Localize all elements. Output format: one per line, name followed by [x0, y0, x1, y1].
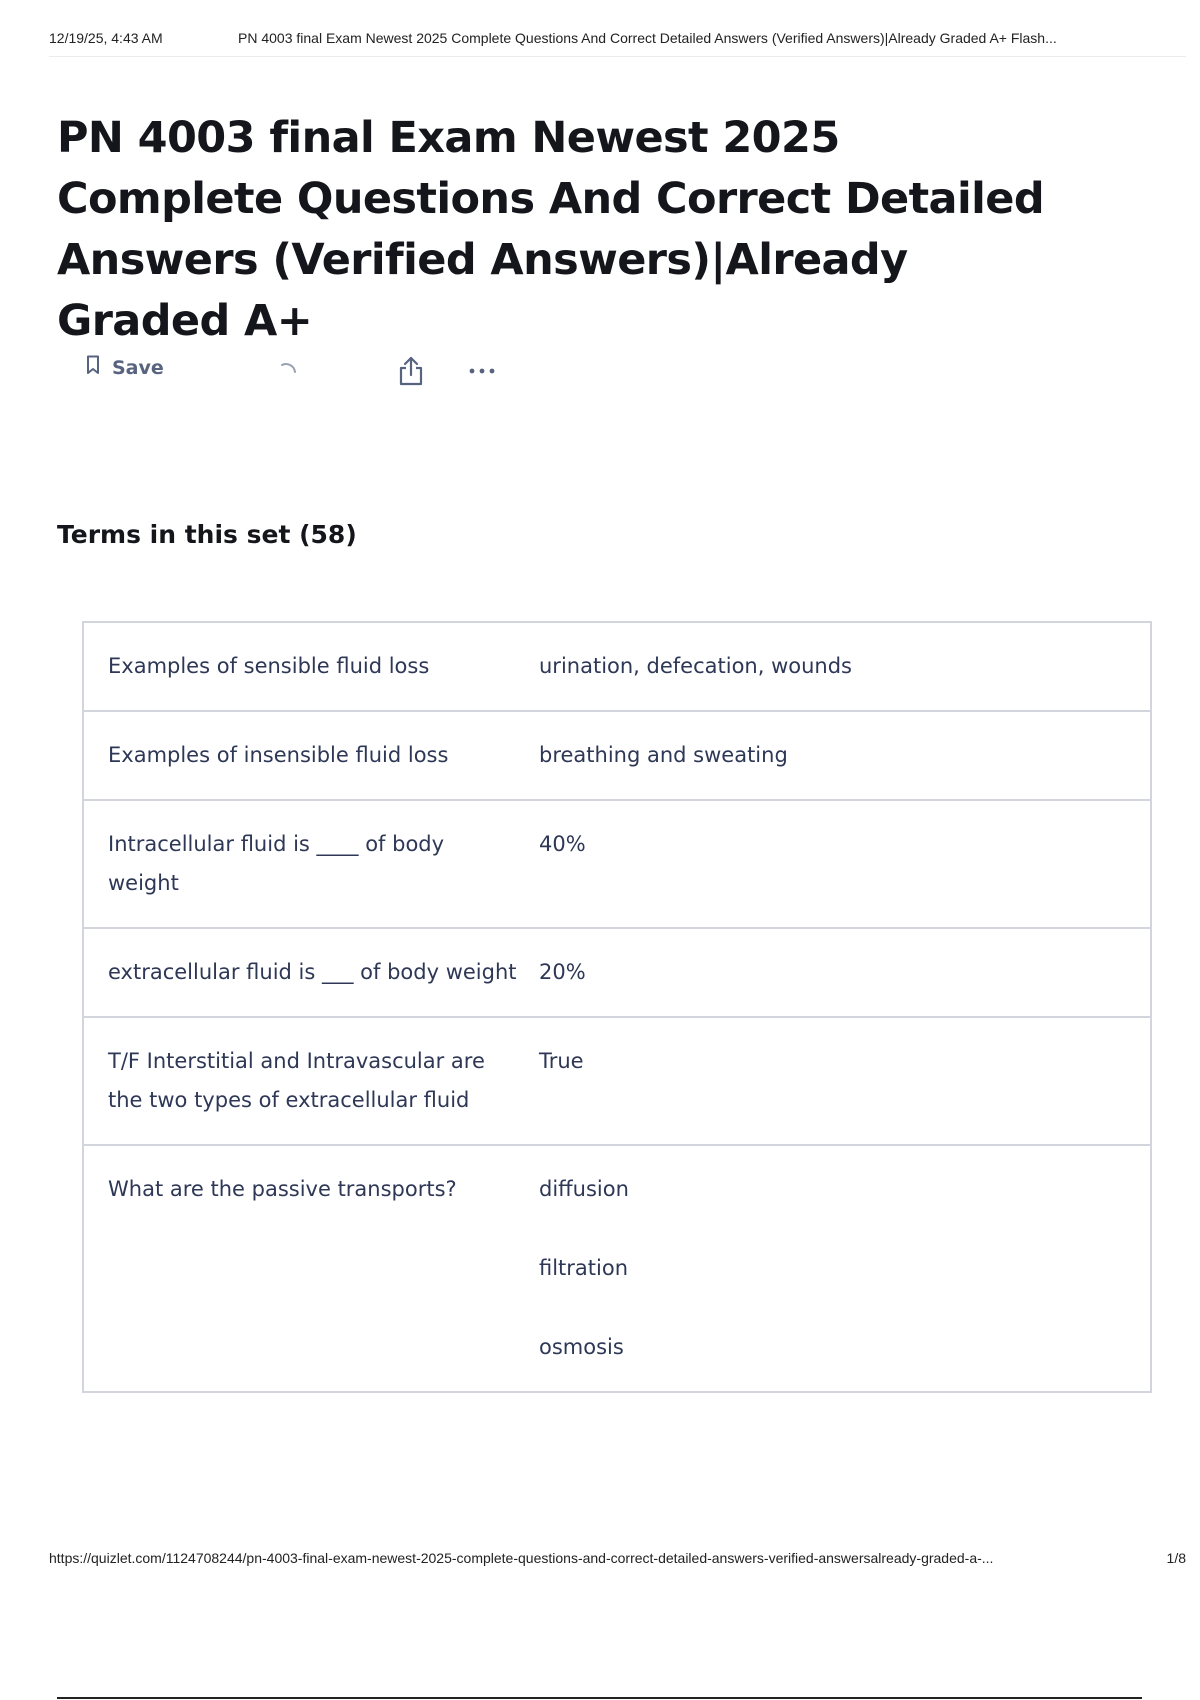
definition-line: 20% [539, 960, 586, 984]
bookmark-icon [86, 355, 100, 380]
definition-line: osmosis [539, 1335, 624, 1359]
term-row [82, 799, 1152, 929]
term-definition [539, 1170, 1150, 1367]
page-divider [57, 1697, 1142, 1699]
definition-line: True [539, 1049, 584, 1073]
definition-line: urination, defecation, wounds [539, 654, 853, 678]
page-url: https://quizlet.com/1124708244/pn-4003-final-exam-newest-2025-complete-questions-and-correct-detailed-answers-verified-answersalready-graded-a-... [49, 1550, 994, 1566]
save-label: Save [112, 356, 164, 379]
terms-list [82, 621, 1152, 1393]
term-word: extracellular fluid is ___ of body weight [108, 960, 517, 984]
save-button[interactable] [86, 355, 164, 380]
definition-line: filtration [539, 1256, 629, 1280]
print-header [49, 30, 1186, 57]
term-word: What are the passive transports? [108, 1177, 457, 1201]
more-options-icon [467, 359, 497, 388]
page-number: 1/8 [1166, 1550, 1186, 1566]
term-row [82, 710, 1152, 801]
share-button[interactable] [397, 355, 425, 392]
term-definition [539, 736, 1150, 775]
term-word: Intracellular fluid is ____ of body weight [108, 832, 445, 895]
term-row [82, 927, 1152, 1018]
term-definition [539, 647, 1150, 686]
term-word: Examples of insensible fluid loss [108, 743, 449, 767]
term-row [82, 1144, 1152, 1393]
term-row [82, 1016, 1152, 1146]
term-definition [539, 953, 1150, 992]
term-definition [539, 825, 1150, 903]
term-word: T/F Interstitial and Intravascular are the two types of extracellular fluid [108, 1049, 485, 1112]
spinner-icon [276, 359, 300, 383]
more-options-button[interactable] [467, 359, 497, 388]
definition-line: diffusion [539, 1177, 629, 1201]
definition-line: breathing and sweating [539, 743, 788, 767]
term-word: Examples of sensible fluid loss [108, 654, 430, 678]
term-definition [539, 1042, 1150, 1120]
print-document-title: PN 4003 final Exam Newest 2025 Complete Questions And Correct Detailed Answers (Verified Answers)|Already Graded A+ Flash... [238, 30, 1057, 46]
terms-heading: Terms in this set (58) [57, 520, 357, 549]
page-title: PN 4003 final Exam Newest 2025 Complete Questions And Correct Detailed Answers (Verified Answers)|Already Graded A+ [57, 113, 1044, 346]
definition-line: 40% [539, 832, 586, 856]
term-row [82, 621, 1152, 712]
share-icon [397, 355, 425, 392]
print-date: 12/19/25, 4:43 AM [49, 30, 163, 46]
